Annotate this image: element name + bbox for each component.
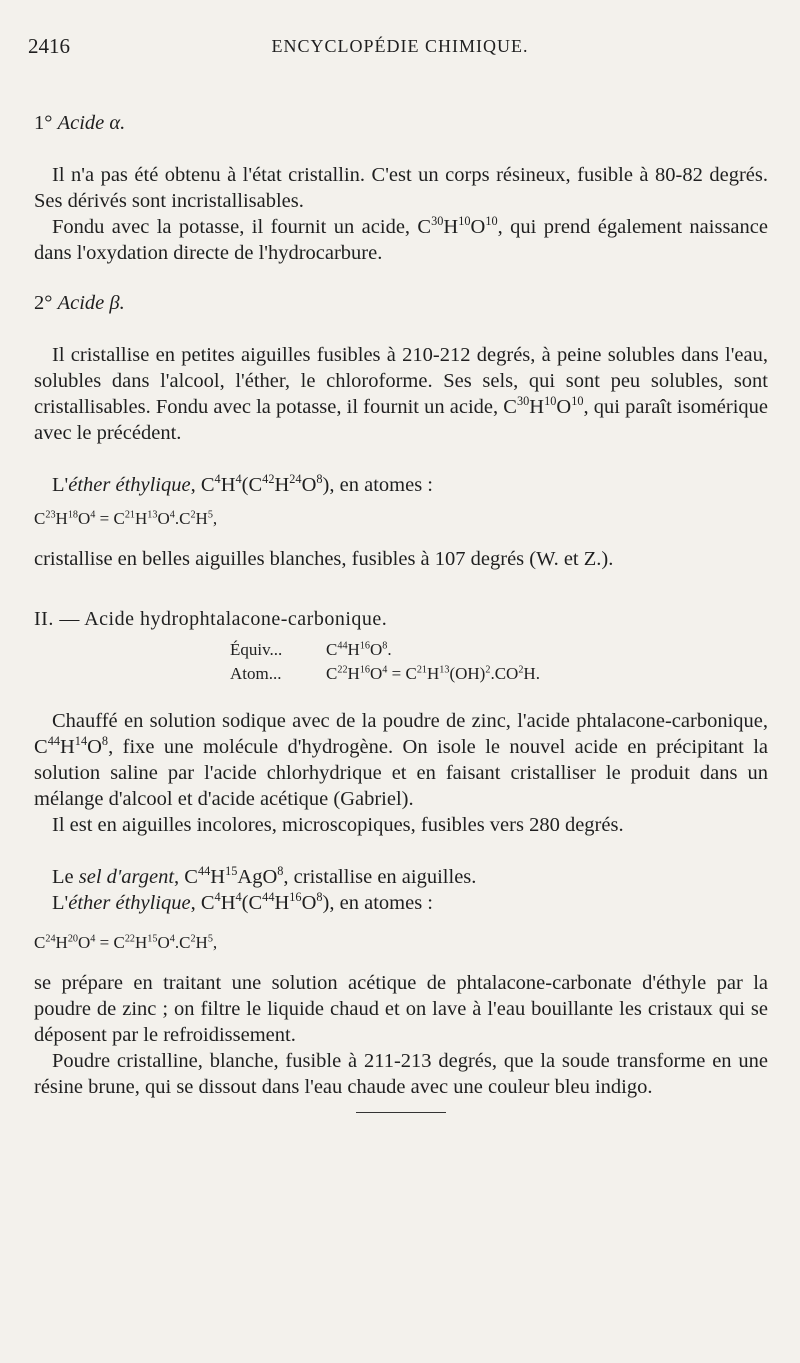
- section-title-ii: II. — Acide hydrophtalacone-carbonique.: [34, 608, 388, 630]
- paragraph-ether-2: L'éther éthylique, $C^4H^4(C^{44}H^{16}O^8)$, en atomes :: [52, 890, 433, 914]
- equiv-line: Équiv... $C^{44}H^{16}O^8$.: [230, 640, 392, 659]
- atom-line: Atom... $C^{22}H^{16}O^4 = C^{21}H^{13}(OH)^2.CO^2H$.: [230, 664, 540, 683]
- end-rule: [356, 1112, 446, 1113]
- paragraph-beta-1: Il cristallise en petites aiguilles fusibles à 210-212 degrés, à peine solubles dans l'eau, solubles dans l'alcool, l'éther, le chloroforme. Ses sels, qui sont peu solubles, sont cristallisables. Fondu avec la potasse, il fournit un acide, $C^{30}H^{10}O^{10}$, qui paraît isomérique avec le précédent.: [34, 344, 768, 444]
- section-title-beta: 2° Acide β.: [34, 292, 125, 314]
- page-body: [34, 110, 768, 1113]
- paragraph-ether-1: L'éther éthylique, $C^4H^4(C^{42}H^{24}O^8)$, en atomes :: [52, 472, 433, 496]
- paragraph-ether-1-after: cristallise en belles aiguilles blanches, fusibles à 107 degrés (W. et Z.).: [34, 548, 614, 570]
- paragraph-sel: Le sel d'argent, $C^{44}H^{15}AgO^8$, cristallise en aiguilles.: [52, 864, 477, 888]
- paragraph-aiguilles: Il est en aiguilles incolores, microscopiques, fusibles vers 280 degrés.: [52, 814, 624, 836]
- formula-ether-1: $C^{23}H^{18}O^4 = C^{21}H^{13}O^4.C^2H^5$,: [34, 509, 218, 528]
- paragraph-chauffe: Chauffé en solution sodique avec de la poudre de zinc, l'acide phtalacone-carbonique, $C^{44}H^{14}O^8$, fixe une molécule d'hydrogène. On isole le nouvel acide en précipitant la solution saline par l'acide chlorhydrique et en faisant cristalliser le produit dans un mélange d'alcool et d'acide acétique (Gabriel).: [34, 710, 768, 810]
- paragraph-poudre: Poudre cristalline, blanche, fusible à 211-213 degrés, que la soude transforme en une résine brune, qui se dissout dans l'eau chaude avec une couleur bleu indigo.: [34, 1050, 768, 1098]
- paragraph-prepare: se prépare en traitant une solution acétique de phtalacone-carbonate d'éthyle par la poudre de zinc ; on filtre le liquide chaud et on lave à l'eau bouillante les cristaux qui se déposent par le refroidissement.: [34, 972, 768, 1046]
- page-header: [28, 34, 772, 64]
- paragraph-alpha-1: Il n'a pas été obtenu à l'état cristallin. C'est un corps résineux, fusible à 80-82 degrés. Ses dérivés sont incristallisables.: [34, 164, 768, 212]
- page-number: 2416: [28, 34, 70, 58]
- running-title: ENCYCLOPÉDIE CHIMIQUE.: [271, 36, 529, 56]
- section-title-alpha: 1° Acide α.: [34, 112, 126, 134]
- paragraph-alpha-2: Fondu avec la potasse, il fournit un acide, $C^{30}H^{10}O^{10}$, qui prend également naissance dans l'oxydation directe de l'hydrocarbure.: [34, 214, 768, 264]
- formula-ether-2: $C^{24}H^{20}O^4 = C^{22}H^{15}O^4.C^2H^5$,: [34, 933, 218, 952]
